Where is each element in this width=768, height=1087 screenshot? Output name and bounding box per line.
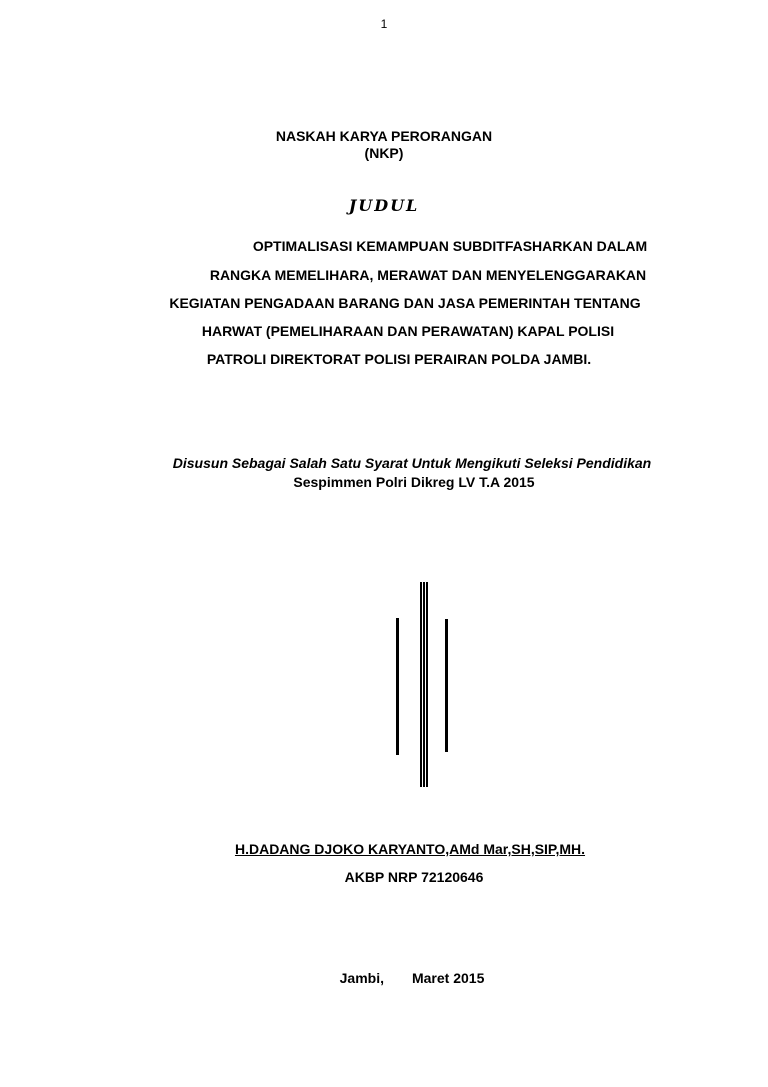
center-bar-3 <box>426 582 428 787</box>
document-heading-abbr: (NKP) <box>364 145 404 161</box>
page-number: 1 <box>380 17 388 31</box>
left-bar <box>396 618 399 755</box>
author-rank: AKBP NRP 72120646 <box>344 869 484 885</box>
title-line-5: PATROLI DIREKTORAT POLISI PERAIRAN POLDA JAMBI. <box>206 351 592 367</box>
judul-label: JUDUL <box>348 196 420 215</box>
purpose-line-2: Sespimmen Polri Dikreg LV T.A 2015 <box>293 474 535 490</box>
title-line-2: RANGKA MEMELIHARA, MERAWAT DAN MENYELENGGARAKAN <box>209 267 647 283</box>
document-heading: NASKAH KARYA PERORANGAN <box>275 128 493 144</box>
title-line-1: OPTIMALISASI KEMAMPUAN SUBDITFASHARKAN DALAM <box>252 238 648 254</box>
date: Maret 2015 <box>411 970 485 986</box>
author-name: H.DADANG DJOKO KARYANTO,AMd Mar,SH,SIP,MH. <box>234 841 586 857</box>
title-line-4: HARWAT (PEMELIHARAAN DAN PERAWATAN) KAPAL POLISI <box>201 323 615 339</box>
right-bar <box>445 619 448 752</box>
title-line-3: KEGIATAN PENGADAAN BARANG DAN JASA PEMERINTAH TENTANG <box>169 295 641 311</box>
center-bar-1 <box>420 582 422 787</box>
center-bar-2 <box>423 582 425 787</box>
place-date <box>28 970 768 986</box>
place: Jambi, <box>339 970 384 986</box>
purpose-line-1: Disusun Sebagai Salah Satu Syarat Untuk Mengikuti Seleksi Pendidikan <box>172 455 652 471</box>
